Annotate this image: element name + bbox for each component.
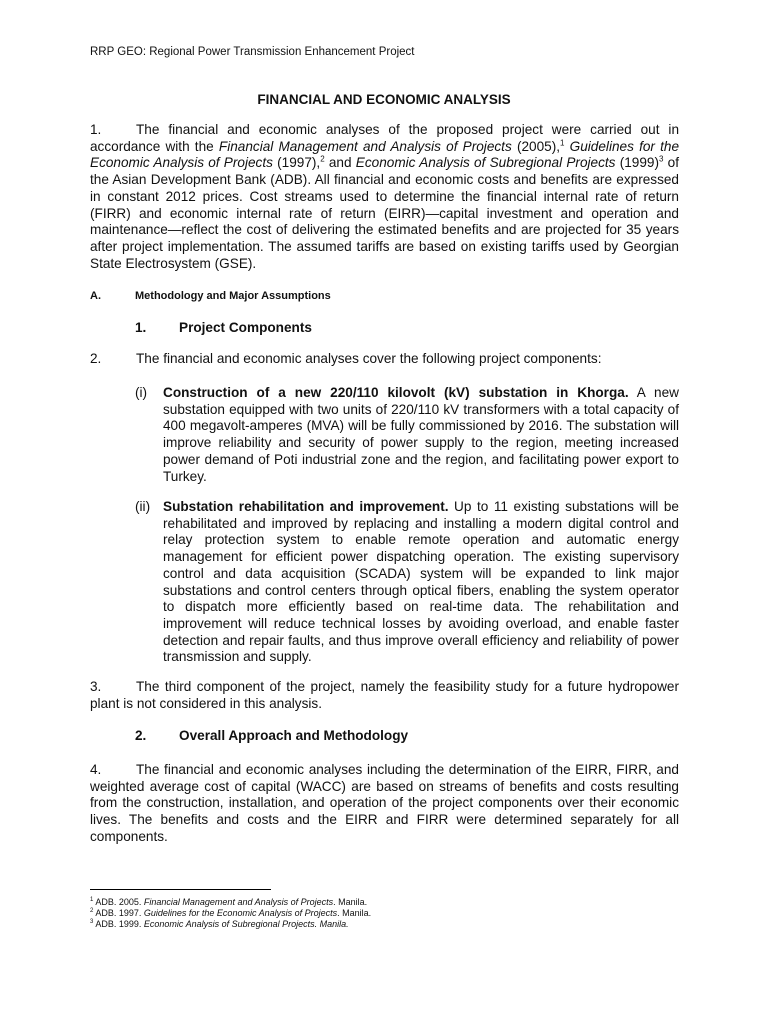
paragraph-number: 3. bbox=[90, 679, 102, 694]
paragraph-3 bbox=[90, 679, 679, 712]
paragraph-text: The financial and economic analyses of the proposed project were carried out in accordance with the bbox=[90, 122, 679, 154]
subsection-heading: Project Components bbox=[179, 320, 312, 335]
subsection-number: 1. bbox=[135, 320, 147, 335]
footnote-text: . Manila. bbox=[337, 908, 372, 918]
list-item-number: (ii) bbox=[135, 499, 151, 514]
citation-title: Guidelines for the Economic Analysis of Projects bbox=[90, 138, 680, 171]
footnote-text: . Manila. bbox=[333, 897, 368, 907]
footnote-marker: 1 bbox=[560, 138, 565, 148]
footnote-marker: 3 bbox=[90, 919, 94, 925]
list-item-text: Up to 11 existing substations will be rehabilitated and improved by replacing and installing a modern digital control and relay protection system to enable remote operation and automatic energy management for efficient power dispatching operation. The existing supervisory control and data acquisition (SCADA) system will be expanded to link major substations and control centers through optical fibers, enabling the system operator to dispatch more efficiently based on real-time data. The rehabilitation and improvement will reduce technical losses by avoiding overload, and enable faster detection and repair faults, and thus improve overall efficiency and reliability of power transmission and supply. bbox=[163, 499, 679, 665]
page-title: FINANCIAL AND ECONOMIC ANALYSIS bbox=[257, 92, 511, 107]
paragraph-text: (1997), bbox=[272, 155, 321, 171]
footnote-marker: 3 bbox=[658, 154, 664, 164]
list-item-lead: Construction of a new 220/110 kilovolt (kV) substation in Khorga. bbox=[163, 385, 629, 400]
list-item-text: A new substation equipped with two units of 220/110 kV transformers with a total capacity of 400 megavolt-amperes (MVA) will be fully commissioned by 2016. The substation will improve reliability and security of power supply to the region, meeting increased power demand of Poti industrial zone and the region, and facilitating power export to Turkey. bbox=[163, 385, 679, 484]
paragraph-number: 1. bbox=[90, 122, 102, 137]
footnote-marker: 2 bbox=[320, 154, 325, 164]
footnote bbox=[90, 897, 367, 908]
footnote bbox=[90, 908, 371, 919]
paragraph-text: and bbox=[324, 155, 356, 171]
footnote-text: ADB. 1997. bbox=[95, 908, 144, 918]
footnote-text: ADB. 2005. bbox=[95, 897, 144, 907]
section-heading: Methodology and Major Assumptions bbox=[135, 290, 331, 302]
footnote bbox=[90, 919, 349, 930]
citation-title: Financial Management and Analysis of Projects bbox=[218, 138, 512, 154]
list-item bbox=[163, 499, 679, 666]
paragraph-number: 4. bbox=[90, 762, 102, 777]
running-header: RRP GEO: Regional Power Transmission Enhancement Project bbox=[90, 46, 415, 58]
section-letter: A. bbox=[90, 290, 101, 302]
citation-title: Economic Analysis of Subregional Projects bbox=[355, 155, 616, 171]
footnote-marker: 2 bbox=[90, 908, 94, 914]
paragraph-2 bbox=[90, 351, 679, 368]
footnote-text: ADB. 1999. bbox=[95, 919, 144, 929]
paragraph-1 bbox=[90, 122, 679, 272]
paragraph-4 bbox=[90, 762, 679, 846]
list-item-lead: Substation rehabilitation and improvement. bbox=[163, 499, 449, 514]
paragraph-number: 2. bbox=[90, 351, 102, 366]
footnote-title: Financial Management and Analysis of Projects bbox=[143, 897, 334, 907]
paragraph-text: (2005), bbox=[511, 138, 561, 154]
list-item bbox=[163, 385, 679, 485]
paragraph-text: (1999) bbox=[615, 155, 659, 171]
paragraph-text: The financial and economic analyses cover the following project components: bbox=[136, 351, 602, 366]
footnote-divider bbox=[90, 889, 271, 890]
footnote-marker: 1 bbox=[90, 897, 94, 903]
subsection-number: 2. bbox=[135, 728, 147, 743]
list-item-number: (i) bbox=[135, 385, 148, 400]
paragraph-text: The third component of the project, namely the feasibility study for a future hydropower plant is not considered in this analysis. bbox=[90, 679, 679, 711]
footnote-title: Economic Analysis of Subregional Projects. Manila. bbox=[143, 919, 349, 929]
paragraph-text: of the Asian Development Bank (ADB). All financial and economic costs and benefits are expressed in constant 2012 prices. Cost streams used to determine the financial internal rate of return (FIRR) and economic internal rate of return (EIRR)—capital investment and operation and maintenance—reflect the cost of delivering the estimated benefits and are projected for 35 years after project implementation. The assumed tariffs are based on existing tariffs used by Georgian State Electrosystem (GSE). bbox=[90, 155, 679, 271]
paragraph-text: The financial and economic analyses including the determination of the EIRR, FIRR, and weighted average cost of capital (WACC) are based on streams of benefits and costs resulting from the construction, installation, and operation of the project components over their economic lives. The benefits and costs and the EIRR and FIRR were determined separately for all components. bbox=[90, 762, 679, 844]
footnote-title: Guidelines for the Economic Analysis of Projects bbox=[143, 908, 338, 918]
subsection-heading: Overall Approach and Methodology bbox=[179, 728, 409, 743]
